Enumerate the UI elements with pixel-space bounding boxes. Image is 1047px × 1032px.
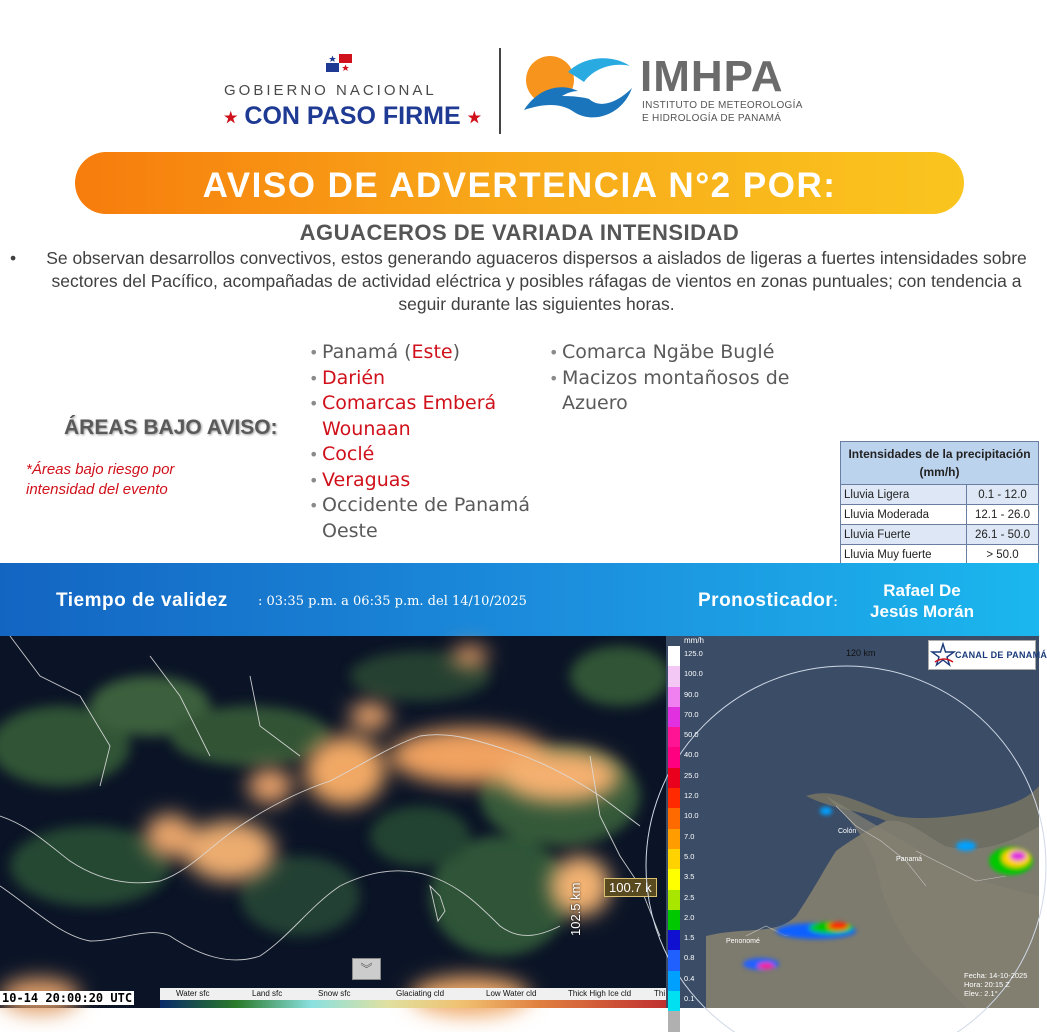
- radar-scale-swatch: [668, 808, 680, 828]
- radar-scale-swatch: [668, 849, 680, 869]
- radar-scale-swatch: [668, 829, 680, 849]
- intensity-value: 12.1 - 26.0: [967, 505, 1039, 525]
- radar-scale-label: 0.1: [684, 994, 695, 1004]
- radar-scale-label: 1.5: [684, 933, 695, 943]
- imhpa-name: IMHPA: [640, 52, 784, 101]
- radar-scale-row: [666, 991, 704, 1011]
- radar-scale-swatch: [668, 950, 680, 970]
- area-item: • Darién: [309, 366, 549, 392]
- validity-label: Tiempo de validez: [56, 590, 228, 611]
- radar-scale-swatch: [668, 768, 680, 788]
- area-item: • Veraguas: [309, 468, 549, 494]
- radar-scale-row: [666, 849, 704, 869]
- radar-scale-label: 25.0: [684, 770, 699, 780]
- radar-scale-row: [666, 808, 704, 828]
- area-item: • Macizos montañosos de Azuero: [549, 366, 799, 417]
- radar-info: Fecha: 14-10-2025 Hora: 20:15 Z Elev.: 2.1°: [964, 971, 1028, 998]
- radar-unit: mm/h: [684, 636, 704, 645]
- table-row: [841, 545, 1039, 565]
- place-label: Panamá: [896, 856, 923, 863]
- imhpa-wave-icon: [522, 52, 634, 132]
- radar-scale-label: 2.0: [684, 912, 695, 922]
- intensity-table: [840, 441, 1039, 565]
- areas-list-col1: [309, 340, 549, 544]
- radar-scale-row: [666, 950, 704, 970]
- imhpa-logo: [522, 52, 822, 132]
- intensity-value: 26.1 - 50.0: [967, 525, 1039, 545]
- radar-scale-row: [666, 646, 704, 666]
- radar-scale-row: [666, 666, 704, 686]
- intensity-value: > 50.0: [967, 545, 1039, 565]
- satellite-horizontal-scale: 100.7 k: [604, 878, 657, 897]
- radar-color-scale: [666, 646, 704, 1032]
- radar-scale-label: 40.0: [684, 750, 699, 760]
- radar-scale-row: [666, 930, 704, 950]
- radar-scale-swatch: [668, 666, 680, 686]
- forecaster-label: Pronosticador:: [698, 590, 839, 611]
- radar-scale-row: [666, 910, 704, 930]
- radar-scale-row: [666, 869, 704, 889]
- description-text: Se observan desarrollos convectivos, estos generando aguaceros dispersos a aislados de ligeras a fuertes intensidades sobre sectores del Pacífico, acompañadas de actividad eléctrica y posibles ráfagas de vientos en zonas puntuales; con tendencia a seguir durante las siguientes horas.: [46, 248, 1027, 314]
- table-row: [841, 525, 1039, 545]
- con-paso-firme-text: ★ CON PASO FIRME ★: [224, 102, 482, 130]
- banner-title: AVISO DE ADVERTENCIA N°2 POR:: [202, 166, 837, 205]
- areas-list-col2: [549, 340, 799, 417]
- panama-flag-icon: [326, 54, 352, 72]
- intensity-table-title: Intensidades de la precipitación (mm/h): [841, 442, 1039, 485]
- radar-scale-swatch: [668, 930, 680, 950]
- warning-description: [10, 247, 1035, 316]
- forecaster-name: Rafael De Jesús Morán: [870, 581, 974, 621]
- radar-scale-label: 5.0: [684, 851, 695, 861]
- areas-note: *Áreas bajo riesgo por intensidad del evento: [26, 461, 175, 498]
- canal-de-panama-logo: CANAL DE PANAMÁ: [928, 640, 1036, 670]
- radar-scale-swatch: [668, 747, 680, 767]
- gobierno-nacional-text: GOBIERNO NACIONAL: [224, 82, 437, 99]
- radar-scale-row: [666, 788, 704, 808]
- radar-scale-label: 10.0: [684, 811, 699, 821]
- radar-scale-row: [666, 1011, 704, 1031]
- place-label: Colón: [838, 828, 857, 835]
- radar-scale-row: [666, 687, 704, 707]
- area-item: • Coclé: [309, 442, 549, 468]
- radar-map-graphic: [666, 636, 1039, 1008]
- gobierno-logo: [222, 54, 484, 134]
- radar-scale-swatch: [668, 910, 680, 930]
- satellite-image: [0, 636, 666, 1008]
- warning-banner: [75, 152, 964, 214]
- radar-scale-row: [666, 971, 704, 991]
- radar-scale-row: [666, 707, 704, 727]
- area-item: • Panamá (Este): [309, 340, 549, 366]
- table-row: [841, 505, 1039, 525]
- satellite-timestamp: 10-14 20:00:20 UTC: [2, 991, 133, 1005]
- radar-scale-row: [666, 829, 704, 849]
- radar-image: [666, 636, 1047, 1024]
- radar-scale-label: 100.0: [684, 669, 703, 679]
- radar-range-label: 120 km: [846, 648, 876, 658]
- intensity-label: Lluvia Moderada: [841, 505, 967, 525]
- radar-scale-row: [666, 727, 704, 747]
- imhpa-subtitle-line2: E HIDROLOGÍA DE PANAMÁ: [642, 113, 782, 124]
- validity-bar: [0, 563, 1039, 636]
- areas-label: ÁREAS BAJO AVISO:: [64, 416, 278, 439]
- intensity-value: 0.1 - 12.0: [967, 485, 1039, 505]
- place-label: Penonomé: [726, 938, 760, 945]
- radar-scale-swatch: [668, 1011, 680, 1031]
- satellite-vertical-scale: 102.5 km: [568, 882, 583, 936]
- star-icon: ★: [224, 109, 238, 127]
- area-item: • Occidente de Panamá Oeste: [309, 493, 549, 544]
- radar-scale-label: 12.0: [684, 791, 699, 801]
- radar-scale-swatch: [668, 869, 680, 889]
- radar-scale-label: 0.8: [684, 953, 695, 963]
- bullet-icon: •: [10, 248, 17, 268]
- legend-label: Thi: [654, 989, 666, 998]
- radar-scale-label: 7.0: [684, 831, 695, 841]
- radar-scale-swatch: [668, 727, 680, 747]
- canal-star-icon: [931, 642, 955, 670]
- radar-scale-label: 3.5: [684, 872, 695, 882]
- radar-scale-label: 2.5: [684, 892, 695, 902]
- radar-scale-label: 50.0: [684, 730, 699, 740]
- legend-label: Glaciating cld: [396, 989, 445, 998]
- chevron-down-icon[interactable]: ︾: [352, 958, 381, 980]
- radar-scale-label: 125.0: [684, 649, 703, 658]
- legend-label: Thick High Ice cld: [568, 989, 632, 998]
- legend-label: Low Water cld: [486, 989, 537, 998]
- radar-scale-swatch: [668, 646, 680, 666]
- intensity-label: Lluvia Ligera: [841, 485, 967, 505]
- radar-scale-swatch: [668, 971, 680, 991]
- radar-scale-swatch: [668, 788, 680, 808]
- validity-value: : 03:35 p.m. a 06:35 p.m. del 14/10/2025: [258, 594, 527, 609]
- satellite-legend: [160, 988, 666, 1008]
- radar-scale-swatch: [668, 890, 680, 910]
- radar-scale-row: [666, 768, 704, 788]
- intensity-label: Lluvia Muy fuerte: [841, 545, 967, 565]
- header-divider: [499, 48, 501, 134]
- legend-label: Water sfc: [176, 989, 210, 998]
- area-item: • Comarca Ngäbe Buglé: [549, 340, 799, 366]
- radar-scale-label: 0.0: [684, 1014, 695, 1024]
- area-item: • Comarcas Emberá Wounaan: [309, 391, 549, 442]
- radar-scale-label: 0.4: [684, 973, 695, 983]
- legend-label: Snow sfc: [318, 989, 351, 998]
- radar-scale-label: 70.0: [684, 709, 699, 719]
- legend-label: Land sfc: [252, 989, 283, 998]
- radar-scale-swatch: [668, 707, 680, 727]
- table-row: [841, 485, 1039, 505]
- intensity-label: Lluvia Fuerte: [841, 525, 967, 545]
- radar-scale-label: 90.0: [684, 689, 699, 699]
- radar-scale-swatch: [668, 991, 680, 1011]
- radar-scale-row: [666, 747, 704, 767]
- radar-scale-row: [666, 890, 704, 910]
- satellite-map-graphic: [0, 636, 666, 1008]
- radar-scale-swatch: [668, 687, 680, 707]
- imhpa-subtitle-line1: INSTITUTO DE METEOROLOGÍA: [642, 100, 803, 111]
- warning-subtitle: AGUACEROS DE VARIADA INTENSIDAD: [299, 220, 740, 245]
- star-icon: ★: [467, 109, 482, 127]
